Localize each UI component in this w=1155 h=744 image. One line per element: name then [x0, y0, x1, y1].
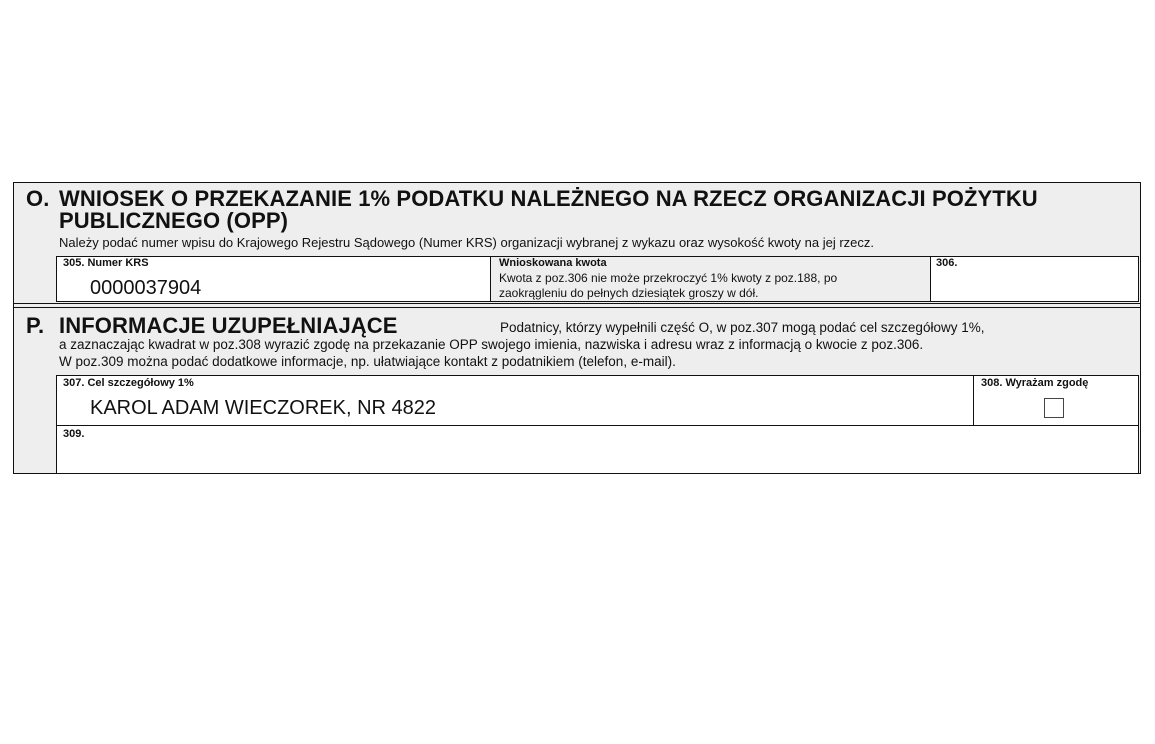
section-o-instruction: Należy podać numer wpisu do Krajowego Rejestru Sądowego (Numer KRS) organizacji wybranej z wykazu oraz wysokość kwoty na jej rzecz. — [59, 235, 875, 250]
tax-form-fragment — [13, 182, 1141, 474]
field-307-value: KAROL ADAM WIECZOREK, NR 4822 — [90, 397, 437, 419]
amount-label: Wnioskowana kwota — [499, 257, 607, 269]
amount-note-cell — [490, 256, 931, 302]
field-306-label: 306. — [936, 257, 958, 269]
section-p-text-line2: a zaznaczając kwadrat w poz.308 wyrazić zgodę na przekazanie OPP swojego imienia, nazwiska i adresu wraz z informacją o kwocie z poz.306. — [59, 337, 924, 352]
section-o-title-line1: WNIOSEK O PRZEKAZANIE 1% PODATKU NALEŻNEGO NA RZECZ ORGANIZACJI POŻYTKU — [59, 186, 1038, 211]
section-divider-top — [14, 303, 1140, 304]
section-p-text-line1: Podatnicy, którzy wypełnili część O, w poz.307 mogą podać cel szczegółowy 1%, — [500, 320, 985, 335]
consent-checkbox[interactable] — [1044, 398, 1064, 418]
field-309-cell[interactable] — [56, 425, 1139, 474]
section-divider-bottom — [14, 307, 1140, 308]
amount-note-line2: zaokrągleniu do pełnych dziesiątek groszy w dół. — [499, 286, 759, 300]
field-307-cell[interactable] — [56, 375, 974, 426]
section-o-title-line2: PUBLICZNEGO (OPP) — [59, 208, 289, 233]
field-308-label: 308. Wyrażam zgodę — [981, 377, 1089, 389]
section-p-letter: P. — [26, 313, 45, 338]
section-o — [14, 183, 1140, 303]
field-306-cell[interactable] — [930, 256, 1139, 302]
field-307-label: 307. Cel szczegółowy 1% — [63, 377, 194, 389]
amount-note-line1: Kwota z poz.306 nie może przekroczyć 1% kwoty z poz.188, po — [499, 271, 838, 285]
field-309-label: 309. — [63, 428, 85, 440]
field-305-label: 305. Numer KRS — [63, 257, 149, 269]
field-308-cell — [973, 375, 1139, 426]
section-o-letter: O. — [26, 186, 50, 211]
section-p-text-line3: W poz.309 można podać dodatkowe informacje, np. ułatwiające kontakt z podatnikiem (telefon, e-mail). — [59, 354, 676, 369]
section-p — [14, 309, 1140, 475]
section-p-title: INFORMACJE UZUPEŁNIAJĄCE — [59, 313, 398, 338]
field-305-cell[interactable] — [56, 256, 491, 302]
field-305-value: 0000037904 — [90, 277, 202, 299]
